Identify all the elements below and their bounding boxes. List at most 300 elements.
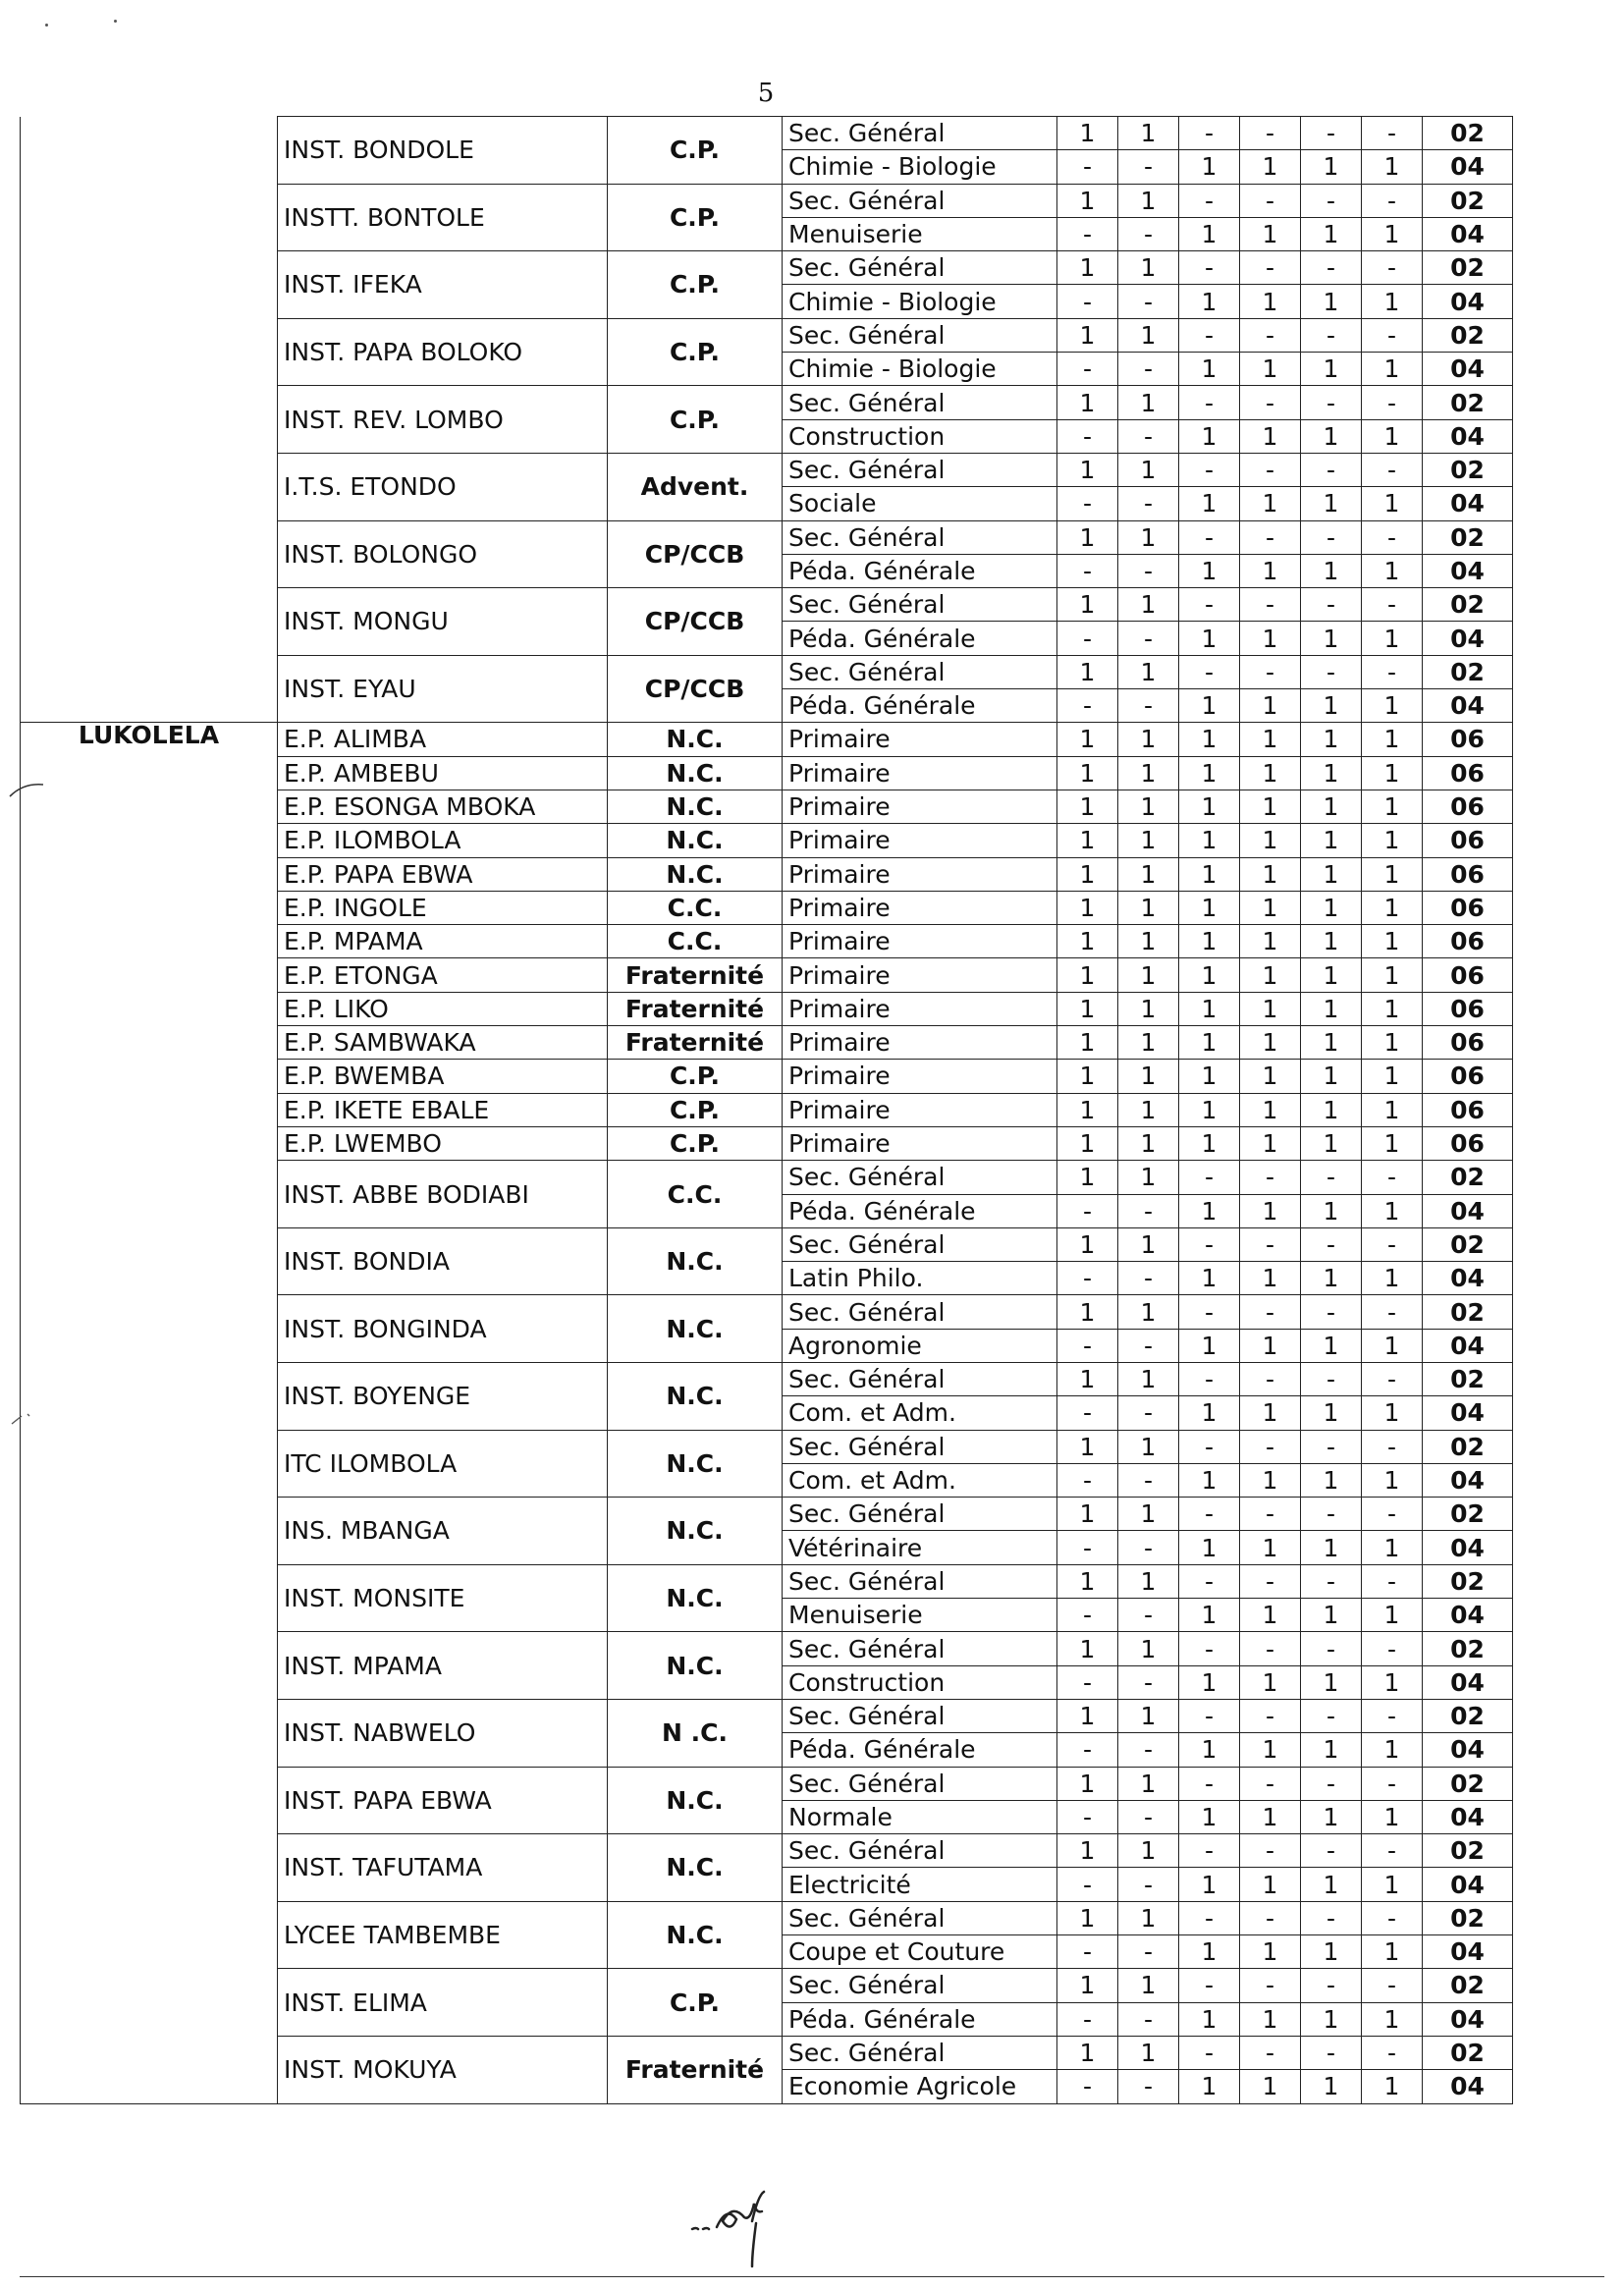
class-count-cell: 1 xyxy=(1362,487,1423,520)
location-cell xyxy=(21,285,278,318)
class-count-cell: - xyxy=(1118,150,1179,184)
class-count-cell: - xyxy=(1362,2036,1423,2069)
class-count-cell: 1 xyxy=(1057,1093,1118,1126)
location-cell xyxy=(21,318,278,352)
class-count-cell: 1 xyxy=(1240,891,1301,924)
table-row xyxy=(21,1295,1513,1329)
class-count-cell: - xyxy=(1301,1430,1362,1463)
class-count-cell: 1 xyxy=(1179,891,1240,924)
class-count-cell: - xyxy=(1057,150,1118,184)
section-label: Primaire xyxy=(783,790,1057,823)
location-cell xyxy=(21,1665,278,1699)
class-count-cell: 1 xyxy=(1301,150,1362,184)
class-count-cell: - xyxy=(1240,184,1301,217)
class-count-cell: 1 xyxy=(1057,958,1118,992)
class-count-cell: 1 xyxy=(1240,992,1301,1025)
section-label: Sec. Général xyxy=(783,1227,1057,1261)
section-label: Primaire xyxy=(783,1126,1057,1160)
class-count-cell: - xyxy=(1362,1430,1423,1463)
total-cell: 04 xyxy=(1423,1396,1513,1430)
class-count-cell: 1 xyxy=(1057,790,1118,823)
location-cell xyxy=(21,1161,278,1194)
total-cell: 06 xyxy=(1423,1126,1513,1160)
school-affiliation: N.C. xyxy=(608,756,783,790)
school-affiliation: N.C. xyxy=(608,1227,783,1295)
location-cell xyxy=(21,487,278,520)
class-count-cell: 1 xyxy=(1179,1194,1240,1227)
school-name: E.P. AMBEBU xyxy=(278,756,608,790)
class-count-cell: 1 xyxy=(1362,353,1423,386)
class-count-cell: - xyxy=(1179,1564,1240,1598)
class-count-cell: 1 xyxy=(1057,723,1118,756)
total-cell: 02 xyxy=(1423,1969,1513,2002)
total-cell: 06 xyxy=(1423,891,1513,924)
class-count-cell: 1 xyxy=(1362,1868,1423,1901)
school-affiliation: C.P. xyxy=(608,251,783,319)
section-label: Sec. Général xyxy=(783,1430,1057,1463)
class-count-cell: 1 xyxy=(1179,217,1240,250)
total-cell: 02 xyxy=(1423,1227,1513,1261)
total-cell: 06 xyxy=(1423,824,1513,857)
location-cell xyxy=(21,925,278,958)
margin-mark xyxy=(0,771,59,830)
school-affiliation: Fraternité xyxy=(608,992,783,1025)
section-label: Economie Agricole xyxy=(783,2070,1057,2103)
total-cell: 06 xyxy=(1423,857,1513,891)
school-name: E.P. BWEMBA xyxy=(278,1060,608,1093)
class-count-cell: 1 xyxy=(1118,2036,1179,2069)
section-label: Primaire xyxy=(783,824,1057,857)
class-count-cell: - xyxy=(1362,1161,1423,1194)
class-count-cell: 1 xyxy=(1179,1463,1240,1497)
class-count-cell: - xyxy=(1362,453,1423,486)
class-count-cell: 1 xyxy=(1118,824,1179,857)
class-count-cell: 1 xyxy=(1118,1901,1179,1934)
location-cell xyxy=(21,184,278,217)
class-count-cell: 1 xyxy=(1301,958,1362,992)
class-count-cell: 1 xyxy=(1057,1227,1118,1261)
class-count-cell: 1 xyxy=(1118,588,1179,622)
class-count-cell: 1 xyxy=(1118,1699,1179,1732)
class-count-cell: 1 xyxy=(1240,1599,1301,1632)
section-label: Péda. Générale xyxy=(783,2002,1057,2036)
table-row xyxy=(21,655,1513,688)
class-count-cell: 1 xyxy=(1179,1733,1240,1767)
class-count-cell: 1 xyxy=(1301,992,1362,1025)
class-count-cell: - xyxy=(1301,588,1362,622)
location-cell xyxy=(21,1834,278,1868)
class-count-cell: - xyxy=(1362,588,1423,622)
school-affiliation: C.P. xyxy=(608,117,783,185)
section-label: Latin Philo. xyxy=(783,1262,1057,1295)
class-count-cell: - xyxy=(1362,318,1423,352)
section-label: Sec. Général xyxy=(783,1901,1057,1934)
class-count-cell: - xyxy=(1118,285,1179,318)
class-count-cell: - xyxy=(1118,2070,1179,2103)
class-count-cell: 1 xyxy=(1362,1396,1423,1430)
total-cell: 02 xyxy=(1423,1834,1513,1868)
class-count-cell: - xyxy=(1057,285,1118,318)
class-count-cell: 1 xyxy=(1301,285,1362,318)
class-count-cell: 1 xyxy=(1301,622,1362,655)
class-count-cell: 1 xyxy=(1057,891,1118,924)
table-row xyxy=(21,756,1513,790)
table-row xyxy=(21,1026,1513,1060)
table-row xyxy=(21,1901,1513,1934)
class-count-cell: - xyxy=(1301,1295,1362,1329)
school-affiliation: C.C. xyxy=(608,925,783,958)
class-count-cell: - xyxy=(1118,419,1179,453)
class-count-cell: - xyxy=(1179,386,1240,419)
class-count-cell: - xyxy=(1118,1463,1179,1497)
class-count-cell: 1 xyxy=(1057,1026,1118,1060)
class-count-cell: 1 xyxy=(1301,1060,1362,1093)
class-count-cell: 1 xyxy=(1179,857,1240,891)
location-cell xyxy=(21,353,278,386)
class-count-cell: - xyxy=(1301,1699,1362,1732)
class-count-cell: - xyxy=(1301,1362,1362,1395)
location-cell xyxy=(21,689,278,723)
class-count-cell: 1 xyxy=(1362,1935,1423,1969)
class-count-cell: 1 xyxy=(1301,824,1362,857)
school-name: INST. ABBE BODIABI xyxy=(278,1161,608,1228)
class-count-cell: 1 xyxy=(1179,487,1240,520)
section-label: Sec. Général xyxy=(783,1161,1057,1194)
location-cell xyxy=(21,1599,278,1632)
location-cell xyxy=(21,1632,278,1665)
class-count-cell: - xyxy=(1301,386,1362,419)
class-count-cell: - xyxy=(1362,1498,1423,1531)
class-count-cell: 1 xyxy=(1057,588,1118,622)
class-count-cell: - xyxy=(1362,1227,1423,1261)
school-affiliation: N.C. xyxy=(608,1901,783,1969)
section-label: Sec. Général xyxy=(783,117,1057,150)
margin-mark xyxy=(0,1394,59,1453)
class-count-cell: - xyxy=(1240,1362,1301,1395)
class-count-cell: 1 xyxy=(1240,554,1301,587)
class-count-cell: 1 xyxy=(1179,285,1240,318)
class-count-cell: - xyxy=(1362,1901,1423,1934)
class-count-cell: - xyxy=(1362,1767,1423,1800)
class-count-cell: 1 xyxy=(1240,1463,1301,1497)
school-name: E.P. MPAMA xyxy=(278,925,608,958)
class-count-cell: - xyxy=(1362,184,1423,217)
total-cell: 02 xyxy=(1423,2036,1513,2069)
class-count-cell: 1 xyxy=(1301,891,1362,924)
total-cell: 02 xyxy=(1423,117,1513,150)
section-label: Sec. Général xyxy=(783,318,1057,352)
class-count-cell: - xyxy=(1362,1362,1423,1395)
total-cell: 02 xyxy=(1423,1699,1513,1732)
class-count-cell: 1 xyxy=(1179,1935,1240,1969)
class-count-cell: 1 xyxy=(1362,689,1423,723)
class-count-cell: - xyxy=(1301,1632,1362,1665)
section-label: Péda. Générale xyxy=(783,554,1057,587)
class-count-cell: - xyxy=(1240,1227,1301,1261)
class-count-cell: - xyxy=(1362,1834,1423,1868)
location-cell xyxy=(21,1463,278,1497)
class-count-cell: 1 xyxy=(1179,1800,1240,1833)
class-count-cell: 1 xyxy=(1179,1599,1240,1632)
table-row xyxy=(21,1093,1513,1126)
section-label: Primaire xyxy=(783,723,1057,756)
class-count-cell: 1 xyxy=(1118,1093,1179,1126)
table-row xyxy=(21,1126,1513,1160)
class-count-cell: - xyxy=(1057,1733,1118,1767)
section-label: Com. et Adm. xyxy=(783,1463,1057,1497)
location-cell xyxy=(21,2002,278,2036)
table-row xyxy=(21,1060,1513,1093)
total-cell: 06 xyxy=(1423,925,1513,958)
class-count-cell: 1 xyxy=(1240,353,1301,386)
total-cell: 02 xyxy=(1423,318,1513,352)
class-count-cell: - xyxy=(1362,251,1423,285)
class-count-cell: 1 xyxy=(1301,925,1362,958)
class-count-cell: 1 xyxy=(1301,2002,1362,2036)
school-affiliation: CP/CCB xyxy=(608,520,783,588)
class-count-cell: 1 xyxy=(1301,487,1362,520)
table-row xyxy=(21,723,1513,756)
class-count-cell: 1 xyxy=(1118,184,1179,217)
class-count-cell: - xyxy=(1362,117,1423,150)
table-row xyxy=(21,992,1513,1025)
class-count-cell: - xyxy=(1362,520,1423,554)
total-cell: 04 xyxy=(1423,1531,1513,1564)
class-count-cell: 1 xyxy=(1301,1026,1362,1060)
location-cell xyxy=(21,1329,278,1362)
section-label: Chimie - Biologie xyxy=(783,150,1057,184)
class-count-cell: 1 xyxy=(1057,1901,1118,1934)
section-label: Sec. Général xyxy=(783,1767,1057,1800)
total-cell: 04 xyxy=(1423,622,1513,655)
class-count-cell: - xyxy=(1301,520,1362,554)
class-count-cell: - xyxy=(1362,1564,1423,1598)
class-count-cell: - xyxy=(1179,1699,1240,1732)
class-count-cell: 1 xyxy=(1362,1194,1423,1227)
total-cell: 04 xyxy=(1423,1262,1513,1295)
class-count-cell: - xyxy=(1240,655,1301,688)
section-label: Construction xyxy=(783,419,1057,453)
class-count-cell: 1 xyxy=(1118,1969,1179,2002)
school-affiliation: C.P. xyxy=(608,1060,783,1093)
school-name: INST. PAPA BOLOKO xyxy=(278,318,608,386)
school-name: INST. TAFUTAMA xyxy=(278,1834,608,1902)
school-name: E.P. PAPA EBWA xyxy=(278,857,608,891)
total-cell: 04 xyxy=(1423,150,1513,184)
school-name: E.P. INGOLE xyxy=(278,891,608,924)
class-count-cell: 1 xyxy=(1118,1126,1179,1160)
total-cell: 02 xyxy=(1423,1362,1513,1395)
class-count-cell: 1 xyxy=(1057,1362,1118,1395)
location-cell xyxy=(21,1935,278,1969)
class-count-cell: 1 xyxy=(1240,217,1301,250)
class-count-cell: 1 xyxy=(1362,419,1423,453)
class-count-cell: - xyxy=(1179,1227,1240,1261)
class-count-cell: - xyxy=(1240,1699,1301,1732)
class-count-cell: 1 xyxy=(1240,723,1301,756)
school-name: INST. BONDOLE xyxy=(278,117,608,185)
class-count-cell: 1 xyxy=(1240,857,1301,891)
schools-table xyxy=(20,116,1513,2104)
class-count-cell: - xyxy=(1179,184,1240,217)
section-label: Agronomie xyxy=(783,1329,1057,1362)
class-count-cell: - xyxy=(1118,1194,1179,1227)
table-row xyxy=(21,857,1513,891)
class-count-cell: 1 xyxy=(1240,419,1301,453)
class-count-cell: 1 xyxy=(1057,824,1118,857)
class-count-cell: - xyxy=(1240,2036,1301,2069)
class-count-cell: 1 xyxy=(1301,1329,1362,1362)
section-label: Sec. Général xyxy=(783,1362,1057,1395)
class-count-cell: 1 xyxy=(1301,1093,1362,1126)
school-affiliation: Advent. xyxy=(608,453,783,520)
class-count-cell: - xyxy=(1362,655,1423,688)
school-affiliation: C.C. xyxy=(608,891,783,924)
table-row xyxy=(21,891,1513,924)
class-count-cell: - xyxy=(1118,1800,1179,1833)
school-name: INST. REV. LOMBO xyxy=(278,386,608,454)
location-cell xyxy=(21,1295,278,1329)
class-count-cell: 1 xyxy=(1240,756,1301,790)
location-cell: LUKOLELA xyxy=(21,723,278,756)
location-cell xyxy=(21,588,278,622)
class-count-cell: 1 xyxy=(1362,285,1423,318)
total-cell: 02 xyxy=(1423,1295,1513,1329)
total-cell: 02 xyxy=(1423,453,1513,486)
section-label: Sec. Général xyxy=(783,1969,1057,2002)
school-name: E.P. LWEMBO xyxy=(278,1126,608,1160)
class-count-cell: 1 xyxy=(1240,2002,1301,2036)
class-count-cell: - xyxy=(1240,318,1301,352)
class-count-cell: 1 xyxy=(1301,689,1362,723)
class-count-cell: 1 xyxy=(1301,1665,1362,1699)
class-count-cell: 1 xyxy=(1118,1632,1179,1665)
class-count-cell: 1 xyxy=(1118,1564,1179,1598)
total-cell: 04 xyxy=(1423,1599,1513,1632)
table-row xyxy=(21,925,1513,958)
class-count-cell: 1 xyxy=(1301,2070,1362,2103)
class-count-cell: - xyxy=(1118,1665,1179,1699)
section-label: Sec. Général xyxy=(783,453,1057,486)
class-count-cell: 1 xyxy=(1057,992,1118,1025)
school-affiliation: C.P. xyxy=(608,318,783,386)
section-label: Sec. Général xyxy=(783,386,1057,419)
class-count-cell: - xyxy=(1301,655,1362,688)
class-count-cell: - xyxy=(1118,2002,1179,2036)
school-affiliation: CP/CCB xyxy=(608,588,783,656)
class-count-cell: - xyxy=(1362,1699,1423,1732)
school-name: INST. BOYENGE xyxy=(278,1362,608,1430)
class-count-cell: - xyxy=(1179,1834,1240,1868)
class-count-cell: 1 xyxy=(1301,554,1362,587)
table-row xyxy=(21,453,1513,486)
page-number: 5 xyxy=(757,79,775,108)
total-cell: 04 xyxy=(1423,1665,1513,1699)
class-count-cell: 1 xyxy=(1118,891,1179,924)
location-cell xyxy=(21,386,278,419)
school-name: INS. MBANGA xyxy=(278,1498,608,1565)
class-count-cell: - xyxy=(1240,520,1301,554)
class-count-cell: - xyxy=(1301,1498,1362,1531)
class-count-cell: - xyxy=(1057,1531,1118,1564)
school-affiliation: C.C. xyxy=(608,1161,783,1228)
school-name: INSTT. BONTOLE xyxy=(278,184,608,251)
location-cell xyxy=(21,1531,278,1564)
class-count-cell: - xyxy=(1057,622,1118,655)
class-count-cell: 1 xyxy=(1118,1362,1179,1395)
total-cell: 04 xyxy=(1423,2070,1513,2103)
class-count-cell: - xyxy=(1301,1767,1362,1800)
class-count-cell: 1 xyxy=(1179,2002,1240,2036)
location-cell xyxy=(21,217,278,250)
class-count-cell: - xyxy=(1118,1531,1179,1564)
school-name: INST. BONDIA xyxy=(278,1227,608,1295)
class-count-cell: 1 xyxy=(1240,2070,1301,2103)
section-label: Sec. Général xyxy=(783,1564,1057,1598)
school-affiliation: N.C. xyxy=(608,857,783,891)
class-count-cell: - xyxy=(1240,453,1301,486)
section-label: Primaire xyxy=(783,857,1057,891)
class-count-cell: 1 xyxy=(1057,1969,1118,2002)
class-count-cell: - xyxy=(1240,588,1301,622)
class-count-cell: - xyxy=(1179,251,1240,285)
class-count-cell: 1 xyxy=(1362,1262,1423,1295)
school-affiliation: CP/CCB xyxy=(608,655,783,723)
school-name: INST. MPAMA xyxy=(278,1632,608,1700)
location-cell xyxy=(21,1362,278,1395)
school-name: ITC ILOMBOLA xyxy=(278,1430,608,1498)
location-cell xyxy=(21,857,278,891)
school-affiliation: Fraternité xyxy=(608,958,783,992)
school-affiliation: Fraternité xyxy=(608,1026,783,1060)
class-count-cell: 1 xyxy=(1118,1026,1179,1060)
class-count-cell: 1 xyxy=(1240,1329,1301,1362)
class-count-cell: 1 xyxy=(1240,824,1301,857)
class-count-cell: - xyxy=(1179,520,1240,554)
section-label: Electricité xyxy=(783,1868,1057,1901)
section-label: Chimie - Biologie xyxy=(783,353,1057,386)
class-count-cell: 1 xyxy=(1057,453,1118,486)
class-count-cell: 1 xyxy=(1240,958,1301,992)
class-count-cell: 1 xyxy=(1301,419,1362,453)
class-count-cell: 1 xyxy=(1301,1463,1362,1497)
class-count-cell: - xyxy=(1240,117,1301,150)
table-row xyxy=(21,1767,1513,1800)
class-count-cell: 1 xyxy=(1179,419,1240,453)
class-count-cell: 1 xyxy=(1240,1262,1301,1295)
class-count-cell: 1 xyxy=(1362,925,1423,958)
class-count-cell: 1 xyxy=(1118,992,1179,1025)
school-name: E.P. SAMBWAKA xyxy=(278,1026,608,1060)
total-cell: 02 xyxy=(1423,1161,1513,1194)
class-count-cell: - xyxy=(1179,1161,1240,1194)
section-label: Primaire xyxy=(783,891,1057,924)
class-count-cell: - xyxy=(1057,419,1118,453)
location-cell xyxy=(21,1901,278,1934)
section-label: Sec. Général xyxy=(783,1632,1057,1665)
location-cell xyxy=(21,1194,278,1227)
class-count-cell: - xyxy=(1118,554,1179,587)
school-name: E.P. LIKO xyxy=(278,992,608,1025)
section-label: Péda. Générale xyxy=(783,1733,1057,1767)
class-count-cell: 1 xyxy=(1118,1498,1179,1531)
school-affiliation: N.C. xyxy=(608,1430,783,1498)
total-cell: 02 xyxy=(1423,1498,1513,1531)
table-row xyxy=(21,1632,1513,1665)
class-count-cell: 1 xyxy=(1362,2070,1423,2103)
class-count-cell: - xyxy=(1118,217,1179,250)
school-name: INST. ELIMA xyxy=(278,1969,608,2037)
